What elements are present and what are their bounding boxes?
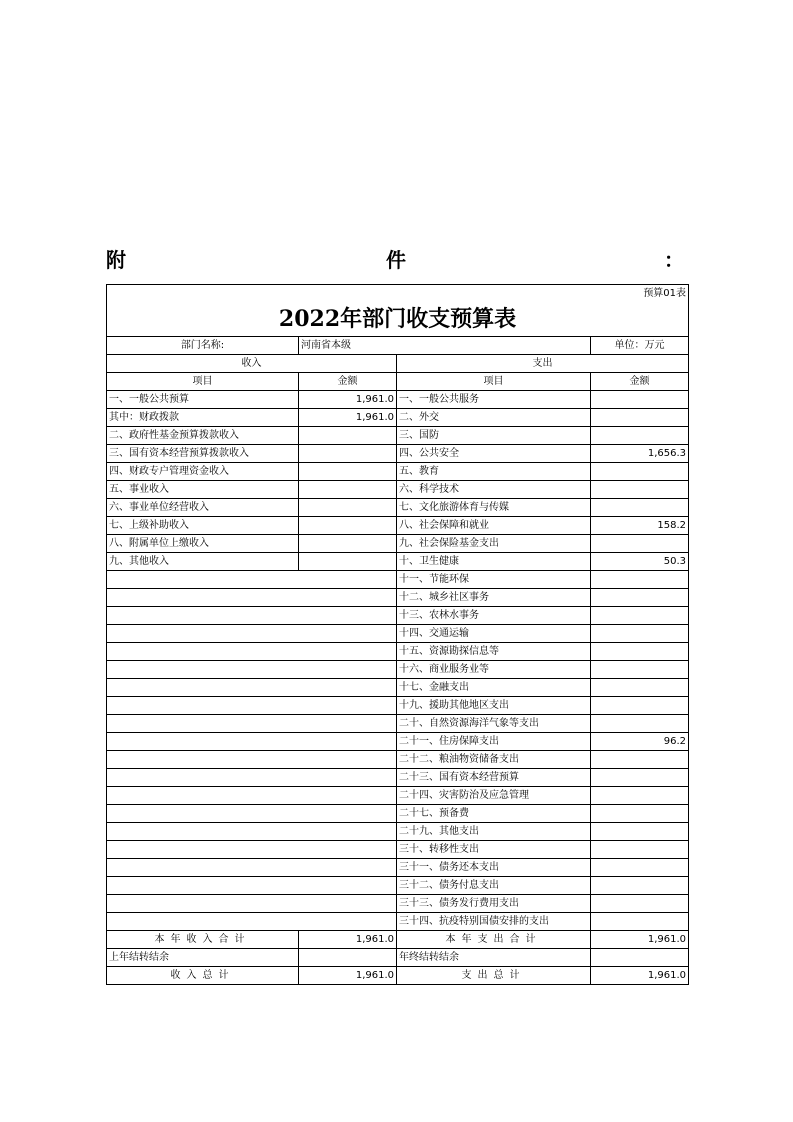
- expense-amount: [591, 463, 689, 481]
- income-amount: [299, 553, 397, 571]
- table-row: [107, 679, 689, 697]
- form-code-row: [107, 285, 689, 303]
- table-row: [107, 445, 689, 463]
- expense-item: 七、文化旅游体育与传媒: [397, 499, 591, 517]
- expense-item: 三、国防: [397, 427, 591, 445]
- expense-item: 三十一、债务还本支出: [397, 859, 591, 877]
- income-empty-cell: [107, 823, 397, 841]
- expense-item: 六、科学技术: [397, 481, 591, 499]
- expense-item: 八、社会保障和就业: [397, 517, 591, 535]
- expense-amount: [591, 859, 689, 877]
- expense-item: 十三、农林水事务: [397, 607, 591, 625]
- expense-item: 二十二、粮油物资储备支出: [397, 751, 591, 769]
- expense-amount: [591, 751, 689, 769]
- expense-item: 三十、转移性支出: [397, 841, 591, 859]
- income-amount: [299, 463, 397, 481]
- table-row: [107, 391, 689, 409]
- table-row: [107, 769, 689, 787]
- column-header-row: [107, 373, 689, 391]
- expense-amount: [591, 409, 689, 427]
- expense-item: 十二、城乡社区事务: [397, 589, 591, 607]
- income-item: 七、上级补助收入: [107, 517, 299, 535]
- year-total-row: [107, 931, 689, 949]
- income-amount: [299, 499, 397, 517]
- dept-row: [107, 337, 689, 355]
- income-empty-cell: [107, 571, 397, 589]
- table-row: [107, 859, 689, 877]
- table-row: [107, 553, 689, 571]
- expense-total-label: 支出总计: [397, 967, 591, 985]
- table-row: [107, 895, 689, 913]
- year-expense-value: 1,961.0: [591, 931, 689, 949]
- income-empty-cell: [107, 751, 397, 769]
- income-amount: [299, 517, 397, 535]
- expense-item: 三十四、抗疫特别国债安排的支出: [397, 913, 591, 931]
- income-empty-cell: [107, 625, 397, 643]
- expense-amount: [591, 643, 689, 661]
- attachment-char-1: 附: [106, 248, 126, 272]
- expense-total-value: 1,961.0: [591, 967, 689, 985]
- table-row: [107, 607, 689, 625]
- expense-amount: [591, 661, 689, 679]
- income-empty-cell: [107, 769, 397, 787]
- expense-amount: [591, 391, 689, 409]
- expense-amount: [591, 427, 689, 445]
- expense-item: 十四、交通运输: [397, 625, 591, 643]
- income-empty-cell: [107, 787, 397, 805]
- table-row: [107, 535, 689, 553]
- income-item: 四、财政专户管理资金收入: [107, 463, 299, 481]
- expense-amount-header: 金额: [591, 373, 689, 391]
- expense-item: 十七、金融支出: [397, 679, 591, 697]
- expense-amount: [591, 913, 689, 931]
- expense-amount: 158.2: [591, 517, 689, 535]
- form-code: 预算01表: [107, 285, 689, 303]
- income-item: 一、一般公共预算: [107, 391, 299, 409]
- totals-body: [107, 931, 689, 985]
- expense-amount: 1,656.3: [591, 445, 689, 463]
- income-item: 其中：财政拨款: [107, 409, 299, 427]
- expense-item: 二十九、其他支出: [397, 823, 591, 841]
- expense-item: 十、卫生健康: [397, 553, 591, 571]
- table-row: [107, 499, 689, 517]
- table-row: [107, 841, 689, 859]
- expense-amount: [591, 571, 689, 589]
- table-row: [107, 625, 689, 643]
- expense-item: 一、一般公共服务: [397, 391, 591, 409]
- table-row: [107, 571, 689, 589]
- income-item: 六、事业单位经营收入: [107, 499, 299, 517]
- table-row: [107, 913, 689, 931]
- income-empty-cell: [107, 697, 397, 715]
- expense-amount: [591, 697, 689, 715]
- table-row: [107, 805, 689, 823]
- expense-amount: [591, 805, 689, 823]
- expense-amount: [591, 769, 689, 787]
- table-row: [107, 715, 689, 733]
- table-row: [107, 751, 689, 769]
- income-item: 九、其他收入: [107, 553, 299, 571]
- expense-amount: [591, 499, 689, 517]
- income-amount: [299, 427, 397, 445]
- expense-item-header: 项目: [397, 373, 591, 391]
- expense-amount: [591, 841, 689, 859]
- expense-item: 二十七、预备费: [397, 805, 591, 823]
- income-empty-cell: [107, 877, 397, 895]
- expense-item: 十六、商业服务业等: [397, 661, 591, 679]
- table-row: [107, 589, 689, 607]
- carryover-row: [107, 949, 689, 967]
- expense-amount: [591, 787, 689, 805]
- income-item: 三、国有资本经营预算拨款收入: [107, 445, 299, 463]
- budget-table: [106, 284, 689, 985]
- income-amount: [299, 445, 397, 463]
- income-empty-cell: [107, 859, 397, 877]
- income-amount: 1,961.0: [299, 391, 397, 409]
- expense-item: 二、外交: [397, 409, 591, 427]
- ending-value: [591, 949, 689, 967]
- expense-item: 九、社会保险基金支出: [397, 535, 591, 553]
- year-income-label: 本年收入合计: [107, 931, 299, 949]
- year-expense-label: 本年支出合计: [397, 931, 591, 949]
- income-total-label: 收入总计: [107, 967, 299, 985]
- expense-item: 三十三、债务发行费用支出: [397, 895, 591, 913]
- unit-label: 单位：万元: [591, 337, 689, 355]
- budget-rows: [107, 391, 689, 931]
- expense-amount: [591, 535, 689, 553]
- table-row: [107, 427, 689, 445]
- expense-item: 四、公共安全: [397, 445, 591, 463]
- dept-label: 部门名称:: [107, 337, 299, 355]
- page-title: 2022年部门收支预算表: [107, 302, 689, 337]
- table-row: [107, 823, 689, 841]
- expense-item: 十一、节能环保: [397, 571, 591, 589]
- expense-item: 二十一、住房保障支出: [397, 733, 591, 751]
- income-empty-cell: [107, 679, 397, 697]
- expense-item: 二十、自然资源海洋气象等支出: [397, 715, 591, 733]
- income-empty-cell: [107, 643, 397, 661]
- expense-item: 十九、援助其他地区支出: [397, 697, 591, 715]
- table-row: [107, 787, 689, 805]
- table-row: [107, 877, 689, 895]
- income-amount: [299, 481, 397, 499]
- income-empty-cell: [107, 913, 397, 931]
- expense-amount: [591, 679, 689, 697]
- attachment-char-2: 件: [386, 248, 406, 272]
- expense-amount: [591, 715, 689, 733]
- attachment-heading: [106, 244, 688, 274]
- income-item: 五、事业收入: [107, 481, 299, 499]
- income-item: 八、附属单位上缴收入: [107, 535, 299, 553]
- table-row: [107, 643, 689, 661]
- expense-amount: [591, 607, 689, 625]
- income-item: 二、政府性基金预算拨款收入: [107, 427, 299, 445]
- carryover-label: 上年结转结余: [107, 949, 299, 967]
- table-row: [107, 733, 689, 751]
- income-empty-cell: [107, 661, 397, 679]
- income-amount: 1,961.0: [299, 409, 397, 427]
- expense-amount: [591, 895, 689, 913]
- dept-value: 河南省本级: [299, 337, 591, 355]
- income-empty-cell: [107, 841, 397, 859]
- expense-amount: [591, 625, 689, 643]
- income-empty-cell: [107, 805, 397, 823]
- expense-header: 支出: [397, 355, 689, 373]
- expense-amount: [591, 589, 689, 607]
- expense-item: 三十二、债务付息支出: [397, 877, 591, 895]
- table-row: [107, 481, 689, 499]
- table-row: [107, 517, 689, 535]
- expense-item: 五、教育: [397, 463, 591, 481]
- income-header: 收入: [107, 355, 397, 373]
- income-amount-header: 金额: [299, 373, 397, 391]
- ending-label: 年终结转结余: [397, 949, 591, 967]
- income-empty-cell: [107, 733, 397, 751]
- table-row: [107, 697, 689, 715]
- income-total-value: 1,961.0: [299, 967, 397, 985]
- table-row: [107, 661, 689, 679]
- expense-item: 十五、资源勘探信息等: [397, 643, 591, 661]
- expense-item: 二十三、国有资本经营预算: [397, 769, 591, 787]
- income-empty-cell: [107, 607, 397, 625]
- year-income-value: 1,961.0: [299, 931, 397, 949]
- title-row: [107, 302, 689, 337]
- section-header-row: [107, 355, 689, 373]
- income-empty-cell: [107, 589, 397, 607]
- carryover-value: [299, 949, 397, 967]
- expense-amount: [591, 481, 689, 499]
- income-amount: [299, 535, 397, 553]
- expense-amount: 96.2: [591, 733, 689, 751]
- income-empty-cell: [107, 895, 397, 913]
- expense-amount: [591, 823, 689, 841]
- income-item-header: 项目: [107, 373, 299, 391]
- expense-amount: [591, 877, 689, 895]
- grand-total-row: [107, 967, 689, 985]
- table-row: [107, 409, 689, 427]
- expense-item: 二十四、灾害防治及应急管理: [397, 787, 591, 805]
- income-empty-cell: [107, 715, 397, 733]
- attachment-colon: ：: [664, 248, 684, 272]
- expense-amount: 50.3: [591, 553, 689, 571]
- table-row: [107, 463, 689, 481]
